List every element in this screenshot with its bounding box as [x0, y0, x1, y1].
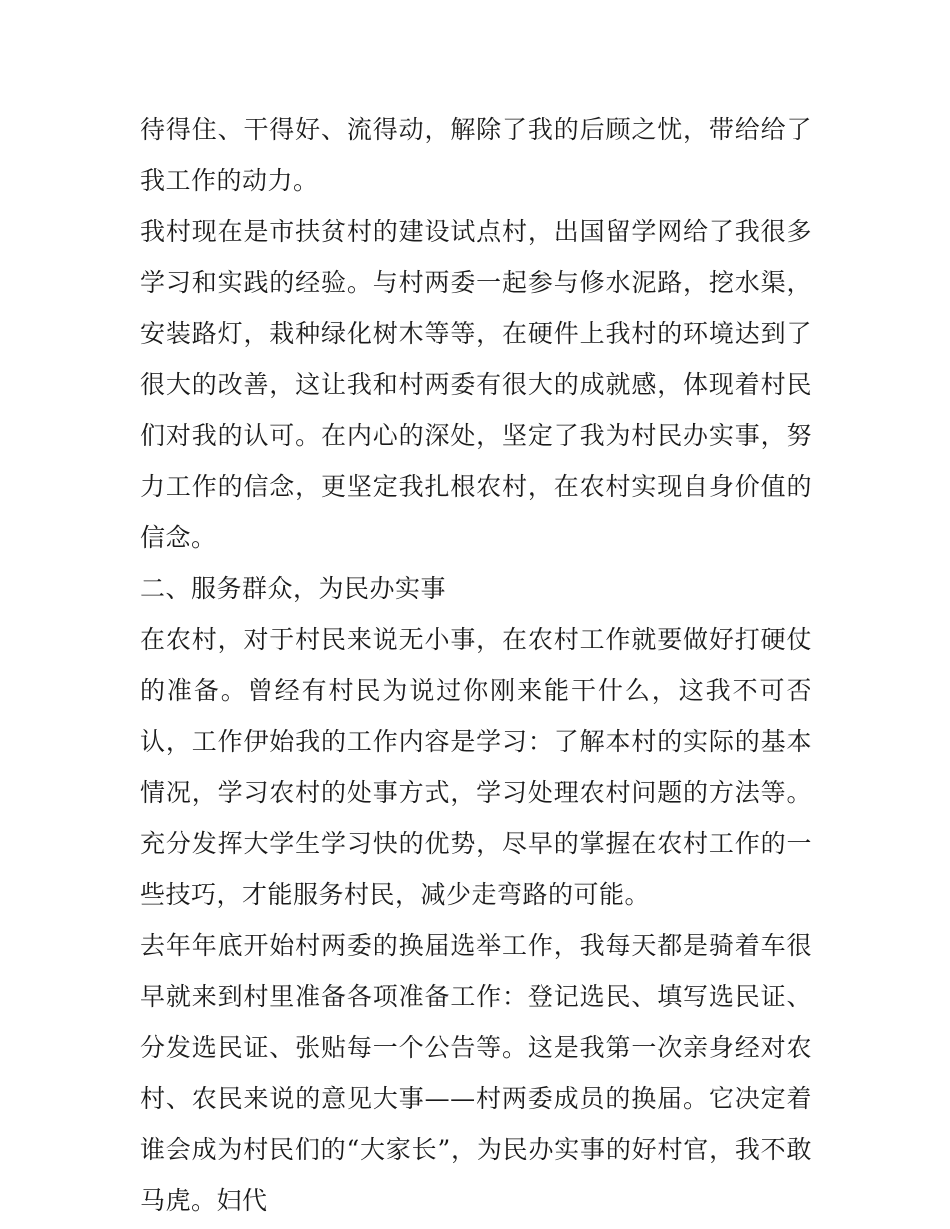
paragraph-1: 待得住、干得好、流得动，解除了我的后顾之忧，带给给了我工作的动力。 [140, 115, 812, 195]
section-heading: 二、服务群众，为民办实事 [140, 574, 447, 603]
document-body [140, 104, 812, 1226]
paragraph-3: 在农村，对于村民来说无小事，在农村工作就要做好打硬仗的准备。曾经有村民为说过你刚来能干什么，这我不可否认，工作伊始我的工作内容是学习：了解本村的实际的基本情况，学习农村的处事方式，学习处理农村问题的方法等。充分发挥大学生学习快的优势，尽早的掌握在农村工作的一些技巧，才能服务村民，减少走弯路的可能。 [140, 625, 812, 909]
paragraph-4: 去年年底开始村两委的换届选举工作，我每天都是骑着车很早就来到村里准备各项准备工作：登记选民、填写选民证、分发选民证、张贴每一个公告等。这是我第一次亲身经对农村、农民来说的意见大事——村两委成员的换届。它决定着谁会成为村民们的“大家长”，为民办实事的好村官，我不敢马虎。妇代 [140, 931, 812, 1215]
paragraph-2: 我村现在是市扶贫村的建设试点村，出国留学网给了我很多学习和实践的经验。与村两委一起参与修水泥路，挖水渠，安装路灯，栽种绿化树木等等，在硬件上我村的环境达到了很大的改善，这让我和村两委有很大的成就感，体现着村民们对我的认可。在内心的深处，坚定了我为村民办实事，努力工作的信念，更坚定我扎根农村，在农村实现自身价值的信念。 [140, 217, 812, 552]
